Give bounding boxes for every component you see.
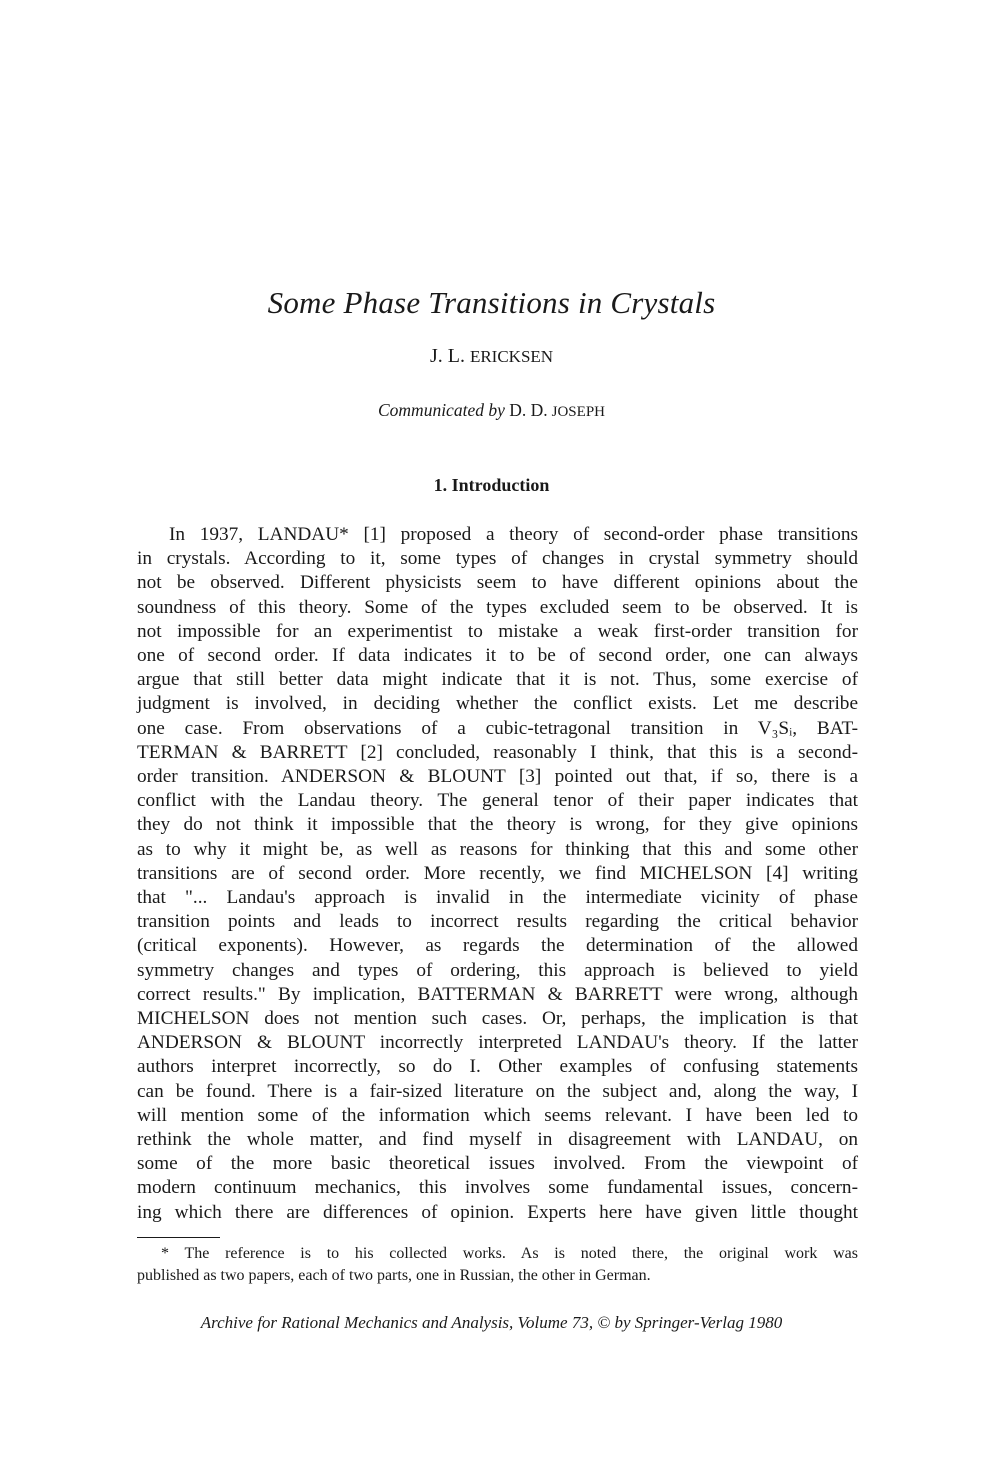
- body-line: rethink the whole matter, and find myself in disagreement with LANDAU, on: [137, 1129, 858, 1151]
- body-line: as to why it might be, as well as reasons for thinking that this and some other: [137, 838, 858, 860]
- body-line: not impossible for an experimentist to mistake a weak first-order transition for: [137, 620, 858, 642]
- body-line: argue that still better data might indicate that it is not. Thus, some exercise of: [137, 669, 858, 691]
- body-line: transition points and leads to incorrect results regarding the critical behavior: [137, 911, 858, 933]
- body-line: In 1937, LANDAU* [1] proposed a theory of second-order phase transitions: [169, 524, 858, 545]
- communicated-by-line: [0, 398, 983, 424]
- body-line: one of second order. If data indicates it to be of second order, one can always: [137, 645, 858, 667]
- body-line: MICHELSON does not mention such cases. Or, perhaps, the implication is that: [137, 1008, 858, 1030]
- footnote-line: * The reference is to his collected works. As is noted there, the original work was: [161, 1245, 858, 1262]
- editor-surname: JOSEPH: [551, 404, 605, 420]
- body-line: they do not think it impossible that the theory is wrong, for they give opinions: [137, 814, 858, 836]
- body-line: soundness of this theory. Some of the types excluded seem to be observed. It is: [137, 596, 858, 618]
- body-line: will mention some of the information which seems relevant. I have been led to: [137, 1104, 858, 1126]
- section-heading: 1. Introduction: [433, 475, 550, 495]
- body-line: some of the more basic theoretical issues involved. From the viewpoint of: [137, 1153, 858, 1175]
- body-line: order transition. ANDERSON & BLOUNT [3] pointed out that, if so, there is a: [137, 766, 858, 788]
- author-surname: ERICKSEN: [469, 347, 554, 366]
- communicated-prefix: Communicated by: [378, 400, 505, 420]
- body-paragraph: [137, 523, 858, 1225]
- editor-initials: D. D.: [509, 400, 548, 420]
- body-line: conflict with the Landau theory. The general tenor of their paper indicates that: [137, 790, 858, 812]
- body-line: transitions are of second order. More recently, we find MICHELSON [4] writing: [137, 862, 858, 884]
- footnote-line: published as two papers, each of two parts, one in Russian, the other in German.: [137, 1267, 651, 1284]
- body-line: correct results." By implication, BATTERMAN & BARRETT were wrong, although: [137, 983, 858, 1005]
- body-line: (critical exponents). However, as regards the determination of the allowed: [137, 935, 858, 957]
- footnote: [137, 1243, 858, 1287]
- paper-title: Some Phase Transitions in Crystals: [267, 285, 716, 320]
- author-initials: J. L.: [429, 345, 465, 367]
- body-line: judgment is involved, in deciding whether the conflict exists. Let me describe: [137, 693, 858, 715]
- journal-citation: Archive for Rational Mechanics and Analysis, Volume 73, © by Springer-Verlag 1980: [200, 1313, 783, 1332]
- body-line: ing which there are differences of opinion. Experts here have given little thought: [137, 1201, 858, 1223]
- footnote-divider: [137, 1237, 220, 1238]
- body-line: not be observed. Different physicists seem to have different opinions about the: [137, 572, 858, 594]
- body-line: ANDERSON & BLOUNT incorrectly interpreted LANDAU's theory. If the latter: [137, 1032, 858, 1054]
- body-line: in crystals. According to it, some types of changes in crystal symmetry should: [137, 548, 858, 570]
- author-line: [0, 343, 983, 370]
- body-line: that "... Landau's approach is invalid in the intermediate vicinity of phase: [137, 887, 858, 909]
- body-line: authors interpret incorrectly, so do I. Other examples of confusing statements: [137, 1056, 858, 1078]
- body-line: TERMAN & BARRETT [2] concluded, reasonably I think, that this is a second-: [137, 741, 858, 763]
- body-line: one case. From observations of a cubic-tetragonal transition in V₃Sᵢ, BAT-: [137, 717, 858, 739]
- body-line: modern continuum mechanics, this involves some fundamental issues, concern-: [137, 1177, 858, 1199]
- body-line: can be found. There is a fair-sized literature on the subject and, along the way, I: [137, 1080, 858, 1102]
- body-line: symmetry changes and types of ordering, this approach is believed to yield: [137, 959, 858, 981]
